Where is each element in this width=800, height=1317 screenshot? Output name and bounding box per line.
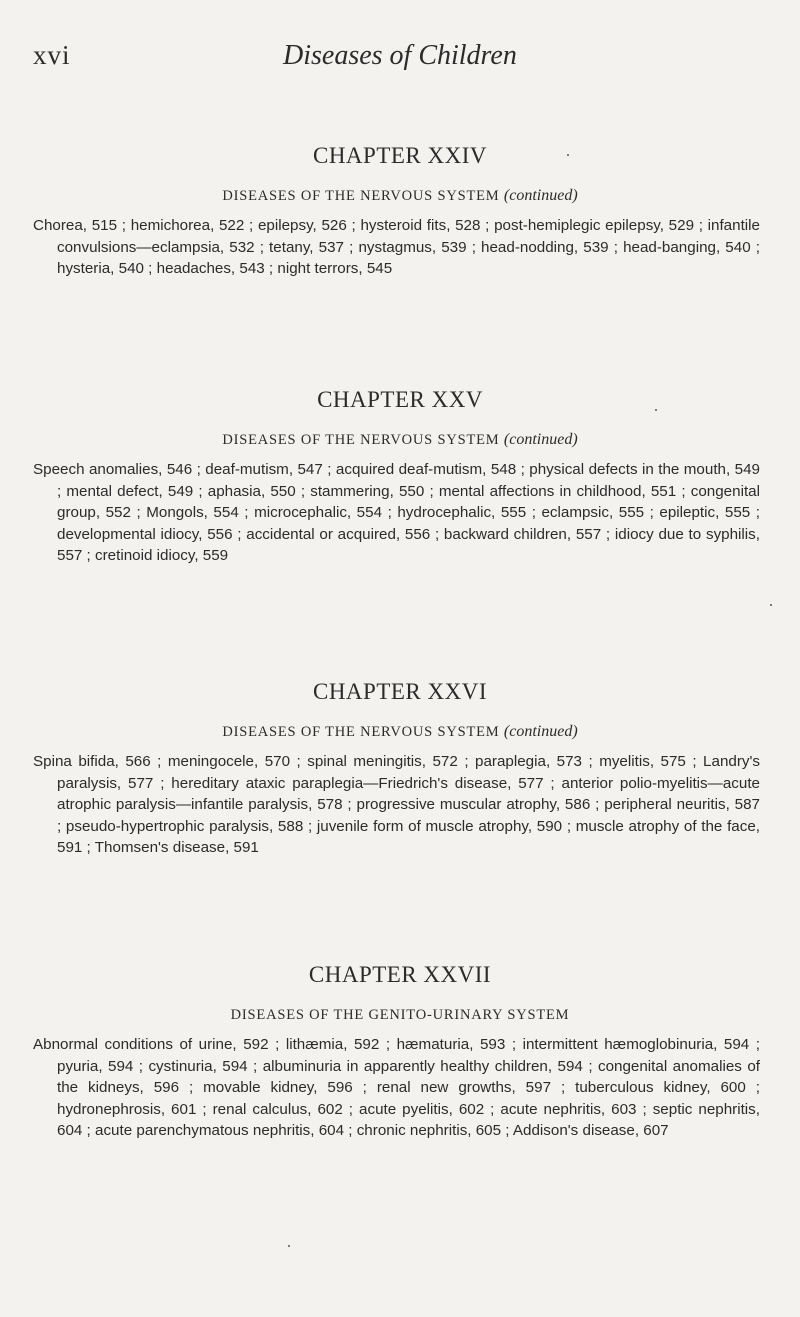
page-number: xvi [33,40,71,70]
chapter-contents: Abnormal conditions of urine, 592 ; lithæmia, 592 ; hæmaturia, 593 ; intermittent hæmoglobinuria, 594 ; pyuria, 594 ; cystinuria, 594 ; albuminuria in apparently healthy children, 594 ; congenital anomalies of the kidneys, 596 ; movable kidney, 596 ; renal new growths, 597 ; tuberculous kidney, 600 ; hydronephrosis, 601 ; renal calculus, 602 ; acute pyelitis, 602 ; acute nephritis, 603 ; septic nephritis, 604 ; acute parenchymatous nephritis, 604 ; chronic nephritis, 605 ; Addison's disease, 607 [33,1036,760,1140]
chapter-subtitle [0,187,800,205]
chapter-24 [0,143,800,280]
chapter-subtitle [0,431,800,449]
chapter-subtitle-text: DISEASES OF THE NERVOUS SYSTEM [222,724,500,740]
print-speck [288,1245,290,1247]
chapter-subtitle-text: DISEASES OF THE GENITO-URINARY SYSTEM [230,1007,570,1023]
chapter-title: CHAPTER XXV [317,387,483,412]
chapter-subtitle-note: (continued) [503,723,578,740]
chapter-subtitle [0,1006,800,1024]
print-speck [770,604,772,606]
chapter-title: CHAPTER XXIV [312,143,488,168]
chapter-27 [0,962,800,1142]
chapter-contents: Speech anomalies, 546 ; deaf-mutism, 547 ; acquired deaf-mutism, 548 ; physical defects in the mouth, 549 ; mental defect, 549 ; aphasia, 550 ; stammering, 550 ; mental affections in childhood, 551 ; congenital group, 552 ; Mongols, 554 ; microcephalic, 554 ; hydrocephalic, 555 ; eclampsic, 555 ; epileptic, 555 ; developmental idiocy, 556 ; accidental or acquired, 556 ; backward children, 557 ; idiocy due to syphilis, 557 ; cretinoid idiocy, 559 [33,461,760,565]
chapter-25 [0,387,800,567]
chapter-subtitle-text: DISEASES OF THE NERVOUS SYSTEM [222,188,500,204]
print-speck [567,154,569,156]
chapter-subtitle [0,723,800,741]
chapter-contents: Chorea, 515 ; hemichorea, 522 ; epilepsy, 526 ; hysteroid fits, 528 ; post-hemiplegic epilepsy, 529 ; infantile convulsions—eclampsia, 532 ; tetany, 537 ; nystagmus, 539 ; head-nodding, 539 ; head-banging, 540 ; hysteria, 540 ; headaches, 543 ; night terrors, 545 [33,217,760,278]
chapter-subtitle-note: (continued) [503,187,578,204]
chapter-title: CHAPTER XXVI [312,679,488,704]
running-title: Diseases of Children [283,40,517,71]
chapter-contents: Spina bifida, 566 ; meningocele, 570 ; spinal meningitis, 572 ; paraplegia, 573 ; myelitis, 575 ; Landry's paralysis, 577 ; hereditary ataxic paraplegia—Friedrich's disease, 577 ; anterior polio-myelitis—acute atrophic paralysis—infantile paralysis, 578 ; progressive muscular atrophy, 586 ; peripheral neuritis, 587 ; pseudo-hypertrophic paralysis, 588 ; juvenile form of muscle atrophy, 590 ; muscle atrophy of the face, 591 ; Thomsen's disease, 591 [33,753,760,857]
chapter-subtitle-note: (continued) [503,431,578,448]
chapter-subtitle-text: DISEASES OF THE NERVOUS SYSTEM [222,432,500,448]
page-header [33,38,753,78]
chapter-26 [0,679,800,859]
chapter-title: CHAPTER XXVII [308,962,492,987]
print-speck [655,409,657,411]
